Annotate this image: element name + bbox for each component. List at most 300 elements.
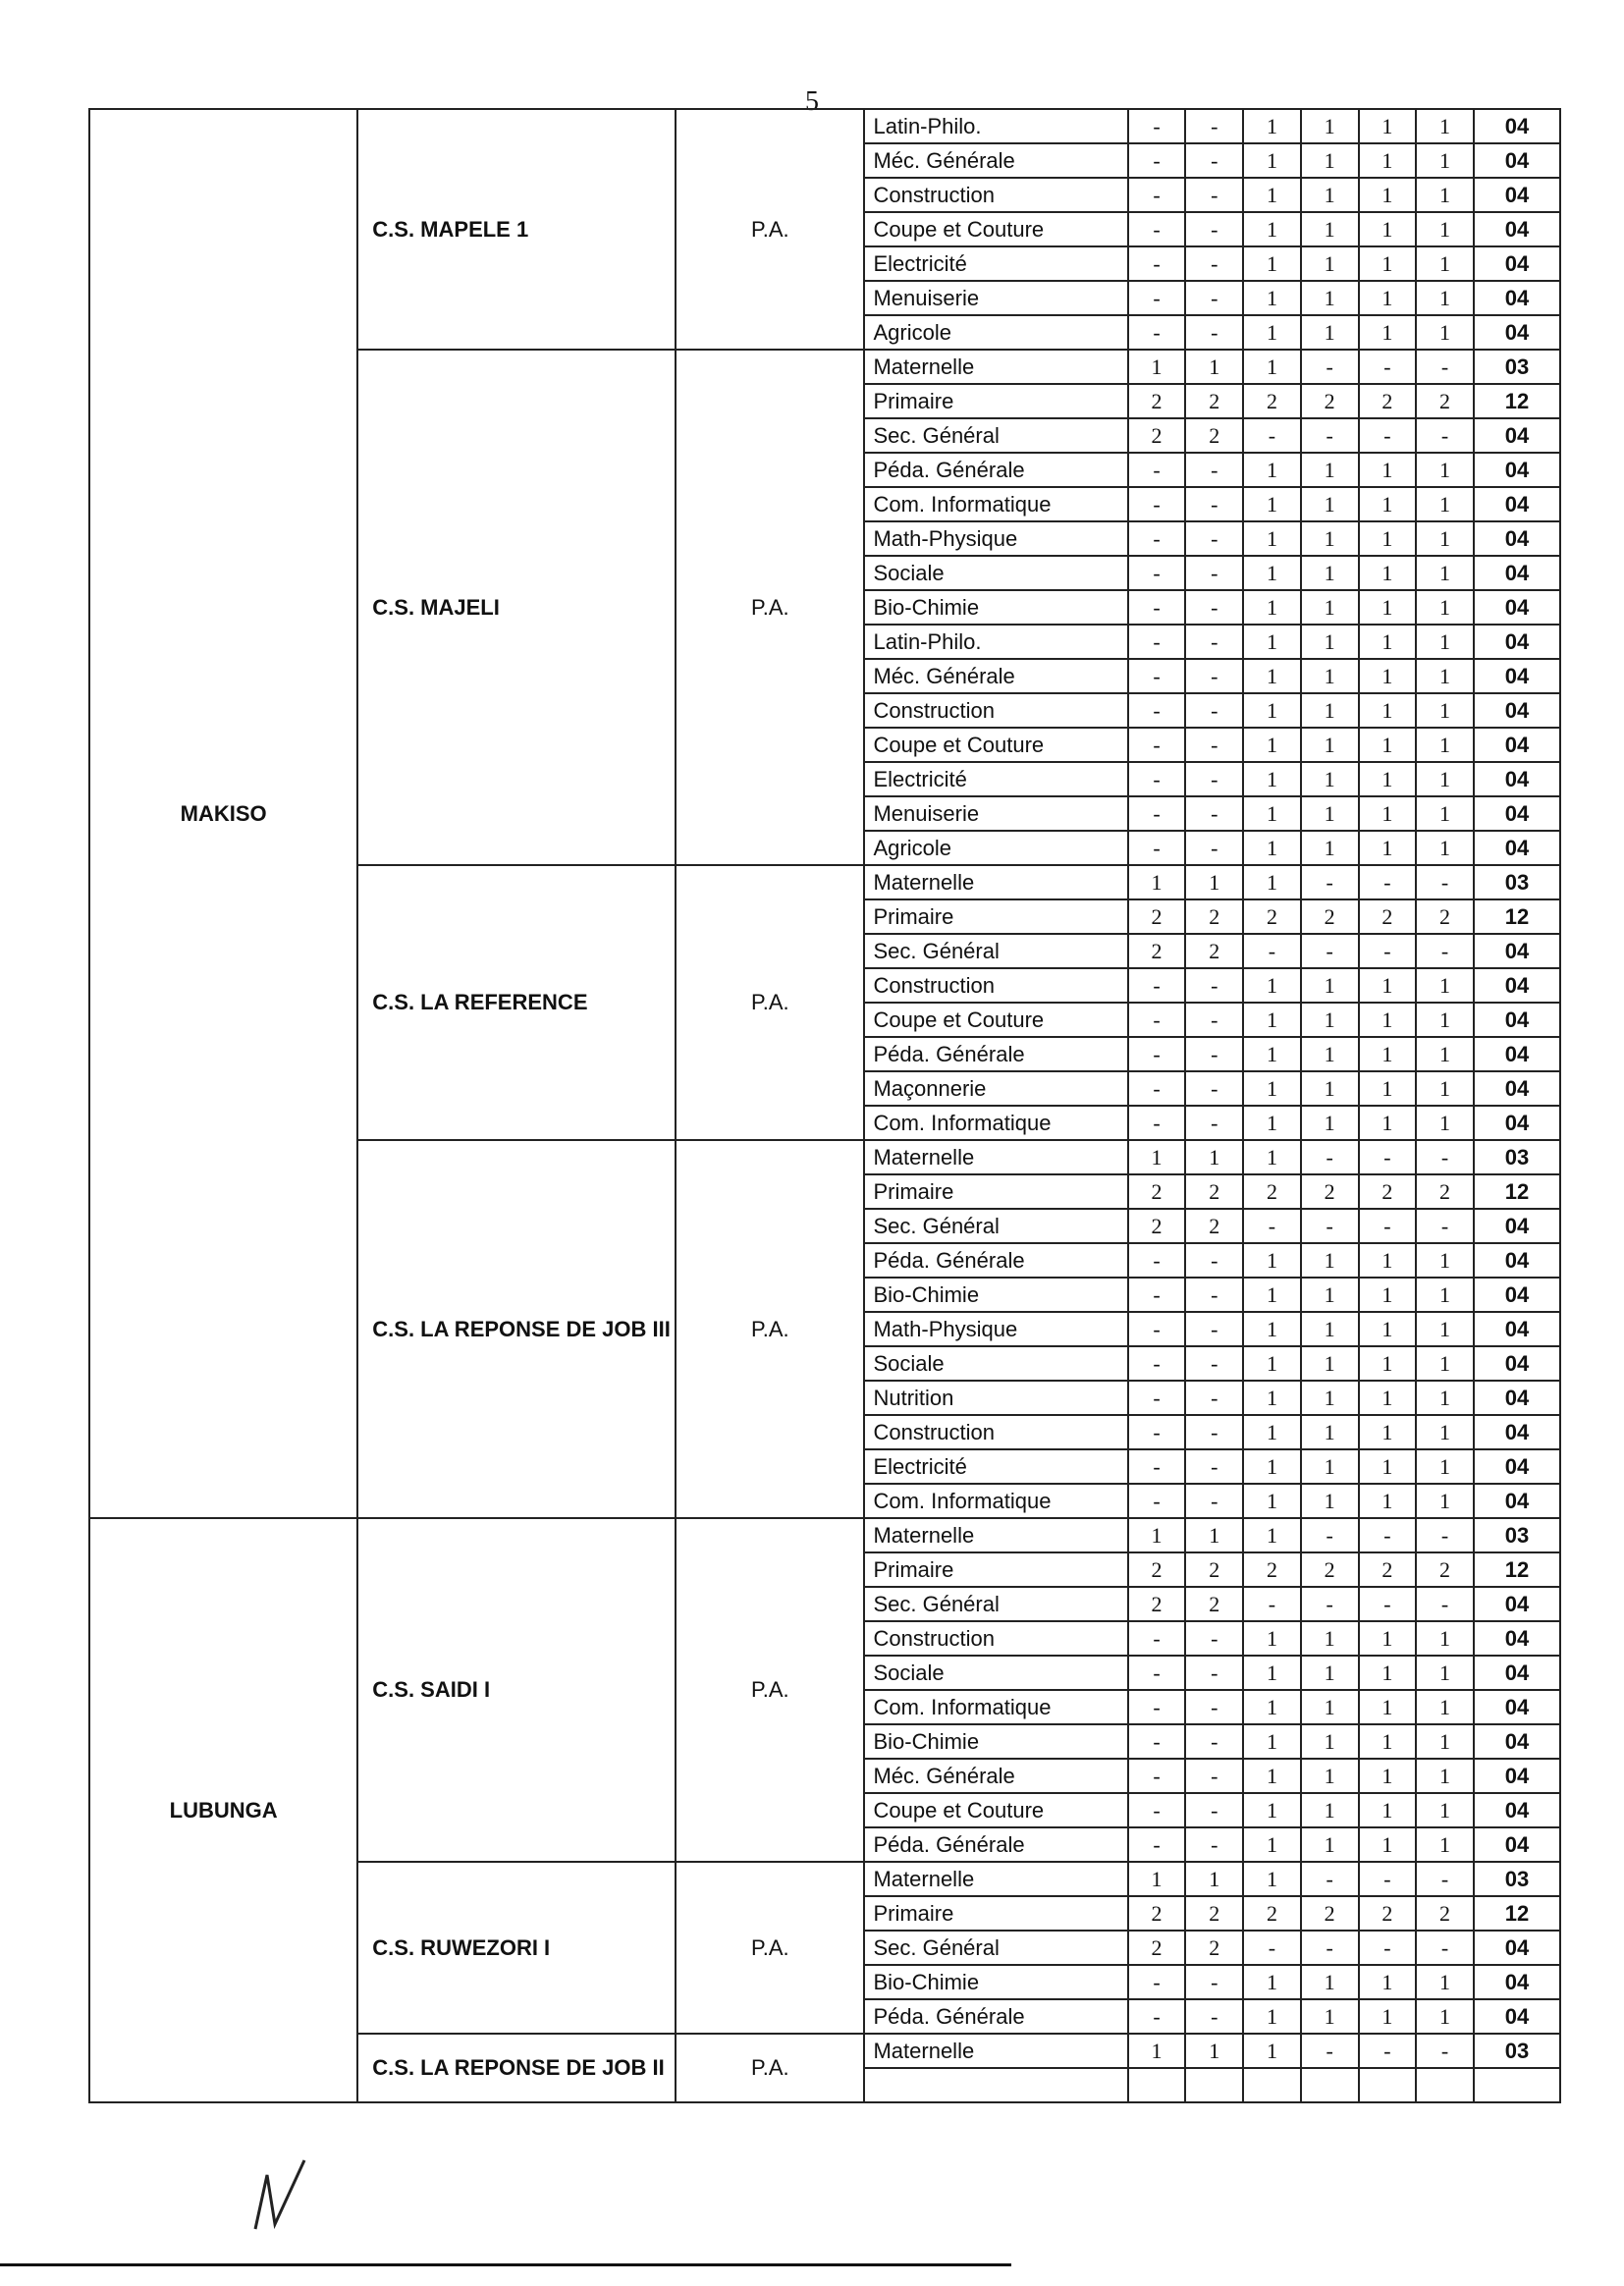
option-name: Menuiserie	[864, 796, 1127, 831]
class-count-5: 1	[1359, 521, 1417, 556]
class-count-5: 1	[1359, 1484, 1417, 1518]
class-count-5: 1	[1359, 178, 1417, 212]
class-count-5: 1	[1359, 453, 1417, 487]
class-count-1: 2	[1128, 1552, 1186, 1587]
class-count-4: 1	[1301, 1724, 1359, 1759]
class-count-5: 2	[1359, 1552, 1417, 1587]
class-count-3: 1	[1243, 1071, 1301, 1106]
class-count-1: -	[1128, 1312, 1186, 1346]
class-count-5: -	[1359, 350, 1417, 384]
class-count-5: 1	[1359, 1656, 1417, 1690]
class-count-4: 1	[1301, 178, 1359, 212]
class-count-1: -	[1128, 1346, 1186, 1381]
class-count-6: 1	[1416, 1690, 1474, 1724]
class-count-5: 1	[1359, 1449, 1417, 1484]
class-count-3: 1	[1243, 590, 1301, 625]
class-count-5: -	[1359, 1209, 1417, 1243]
class-count-6: -	[1416, 865, 1474, 899]
option-name: Maternelle	[864, 1518, 1127, 1552]
class-count-4: 1	[1301, 1827, 1359, 1862]
class-count-1: -	[1128, 1724, 1186, 1759]
regime-label: P.A.	[676, 1518, 864, 1862]
class-count-4: 1	[1301, 1759, 1359, 1793]
class-count-6: -	[1416, 1931, 1474, 1965]
class-count-3: 1	[1243, 865, 1301, 899]
class-count-3: 1	[1243, 1243, 1301, 1278]
class-count-6: -	[1416, 1209, 1474, 1243]
class-count-3: 1	[1243, 693, 1301, 728]
class-count-2: 2	[1185, 418, 1243, 453]
option-name: Construction	[864, 178, 1127, 212]
class-count-1: -	[1128, 968, 1186, 1003]
row-total: 04	[1474, 556, 1560, 590]
class-count-2: 1	[1185, 1518, 1243, 1552]
class-count-6: 1	[1416, 1071, 1474, 1106]
class-count-4: 1	[1301, 453, 1359, 487]
class-count-3: 2	[1243, 1174, 1301, 1209]
regime-label: P.A.	[676, 2034, 864, 2102]
class-count-5: 2	[1359, 1174, 1417, 1209]
school-name: C.S. LA REPONSE DE JOB II	[357, 2034, 676, 2102]
class-count-6: 1	[1416, 246, 1474, 281]
class-count-2: -	[1185, 246, 1243, 281]
class-count-2: -	[1185, 693, 1243, 728]
option-name: Latin-Philo.	[864, 625, 1127, 659]
class-count-2: -	[1185, 590, 1243, 625]
class-count-6: 1	[1416, 1621, 1474, 1656]
class-count-3: 1	[1243, 1449, 1301, 1484]
class-count-6: 2	[1416, 1896, 1474, 1931]
commune-name: MAKISO	[89, 109, 357, 1518]
class-count-3: 2	[1243, 1552, 1301, 1587]
option-name: Primaire	[864, 899, 1127, 934]
class-count-5: 1	[1359, 796, 1417, 831]
class-count-6: 1	[1416, 1759, 1474, 1793]
row-total: 04	[1474, 212, 1560, 246]
row-total: 04	[1474, 831, 1560, 865]
class-count-5: 1	[1359, 1793, 1417, 1827]
option-name: Sociale	[864, 1346, 1127, 1381]
class-count-3: 1	[1243, 968, 1301, 1003]
school-name: C.S. MAPELE 1	[357, 109, 676, 350]
class-count-3: 1	[1243, 625, 1301, 659]
class-count-1: -	[1128, 693, 1186, 728]
class-count-5: 1	[1359, 590, 1417, 625]
school-name: C.S. LA REPONSE DE JOB III	[357, 1140, 676, 1518]
class-count-6: 1	[1416, 281, 1474, 315]
option-name: Péda. Générale	[864, 1037, 1127, 1071]
class-count-4: 1	[1301, 831, 1359, 865]
class-count-5: -	[1359, 2034, 1417, 2068]
class-count-3: 1	[1243, 109, 1301, 143]
class-count-3: 1	[1243, 1278, 1301, 1312]
class-count-4: 1	[1301, 1037, 1359, 1071]
class-count-2: -	[1185, 1999, 1243, 2034]
row-total: 04	[1474, 1071, 1560, 1106]
class-count-5: 1	[1359, 556, 1417, 590]
class-count-6: 1	[1416, 143, 1474, 178]
class-count-6: 1	[1416, 1415, 1474, 1449]
row-total: 04	[1474, 1106, 1560, 1140]
class-count-2: -	[1185, 1106, 1243, 1140]
row-total: 04	[1474, 418, 1560, 453]
class-count-4: 1	[1301, 1999, 1359, 2034]
class-count-6: 1	[1416, 1106, 1474, 1140]
option-name: Primaire	[864, 1174, 1127, 1209]
class-count-6: 1	[1416, 212, 1474, 246]
class-count-2: 2	[1185, 384, 1243, 418]
class-count-5: 1	[1359, 1827, 1417, 1862]
option-name: Péda. Générale	[864, 1243, 1127, 1278]
class-count-1: -	[1128, 212, 1186, 246]
class-count-1: -	[1128, 1827, 1186, 1862]
row-total: 04	[1474, 109, 1560, 143]
option-name: Bio-Chimie	[864, 1724, 1127, 1759]
class-count-2: -	[1185, 659, 1243, 693]
school-name: C.S. RUWEZORI I	[357, 1862, 676, 2034]
class-count-3: 1	[1243, 659, 1301, 693]
class-count-3: 1	[1243, 350, 1301, 384]
class-count-2: -	[1185, 281, 1243, 315]
class-count-6: -	[1416, 934, 1474, 968]
class-count-5: 1	[1359, 693, 1417, 728]
class-count-2: -	[1185, 453, 1243, 487]
class-count-3: 1	[1243, 281, 1301, 315]
regime-label: P.A.	[676, 865, 864, 1140]
class-count-5: 1	[1359, 1312, 1417, 1346]
class-count-1: 1	[1128, 1518, 1186, 1552]
class-count-2: -	[1185, 1690, 1243, 1724]
class-count-5: 1	[1359, 968, 1417, 1003]
row-total: 12	[1474, 1896, 1560, 1931]
option-name: Electricité	[864, 762, 1127, 796]
class-count-1: -	[1128, 281, 1186, 315]
row-total: 04	[1474, 762, 1560, 796]
class-count-1: -	[1128, 762, 1186, 796]
row-total: 04	[1474, 281, 1560, 315]
class-count-5: 1	[1359, 143, 1417, 178]
class-count-5: 1	[1359, 1415, 1417, 1449]
option-name: Bio-Chimie	[864, 1278, 1127, 1312]
row-total: 04	[1474, 315, 1560, 350]
row-total: 04	[1474, 1243, 1560, 1278]
class-count-2: 1	[1185, 2034, 1243, 2068]
class-count-4: 1	[1301, 246, 1359, 281]
option-name: Com. Informatique	[864, 1484, 1127, 1518]
row-total: 12	[1474, 1174, 1560, 1209]
class-count-2: 1	[1185, 865, 1243, 899]
class-count-6: 1	[1416, 1793, 1474, 1827]
class-count-5: 1	[1359, 1071, 1417, 1106]
class-count-6: 1	[1416, 315, 1474, 350]
row-total: 04	[1474, 246, 1560, 281]
class-count-3: 1	[1243, 1827, 1301, 1862]
option-name: Coupe et Couture	[864, 728, 1127, 762]
option-name: Math-Physique	[864, 1312, 1127, 1346]
class-count-4: 2	[1301, 1552, 1359, 1587]
class-count-5: 1	[1359, 1243, 1417, 1278]
row-total: 12	[1474, 899, 1560, 934]
option-name: Coupe et Couture	[864, 212, 1127, 246]
class-count-6: 1	[1416, 762, 1474, 796]
class-count-2: 2	[1185, 934, 1243, 968]
class-count-3: 1	[1243, 762, 1301, 796]
option-name: Math-Physique	[864, 521, 1127, 556]
class-count-3	[1243, 2068, 1301, 2102]
class-count-2: -	[1185, 521, 1243, 556]
option-name: Com. Informatique	[864, 487, 1127, 521]
row-total: 04	[1474, 1037, 1560, 1071]
class-count-6: -	[1416, 350, 1474, 384]
class-count-1: 2	[1128, 1931, 1186, 1965]
class-count-1: 1	[1128, 1140, 1186, 1174]
class-count-3: 1	[1243, 246, 1301, 281]
class-count-3: 1	[1243, 1381, 1301, 1415]
class-count-6: 1	[1416, 1484, 1474, 1518]
class-count-1: -	[1128, 590, 1186, 625]
option-name: Sociale	[864, 556, 1127, 590]
page-number: 5	[805, 86, 819, 117]
class-count-1: -	[1128, 1106, 1186, 1140]
class-count-2: -	[1185, 212, 1243, 246]
class-count-5: 1	[1359, 1278, 1417, 1312]
class-count-4: -	[1301, 934, 1359, 968]
class-count-2: -	[1185, 968, 1243, 1003]
class-count-4: 1	[1301, 212, 1359, 246]
class-count-6: 1	[1416, 693, 1474, 728]
class-count-4: 2	[1301, 384, 1359, 418]
row-total: 04	[1474, 1793, 1560, 1827]
class-count-4: 1	[1301, 1690, 1359, 1724]
class-count-3: 1	[1243, 1759, 1301, 1793]
class-count-2: 2	[1185, 1174, 1243, 1209]
option-name: Coupe et Couture	[864, 1793, 1127, 1827]
class-count-5: 1	[1359, 728, 1417, 762]
class-count-3: 1	[1243, 1862, 1301, 1896]
option-name: Construction	[864, 1621, 1127, 1656]
class-count-4: 1	[1301, 590, 1359, 625]
class-count-3: 1	[1243, 1003, 1301, 1037]
option-name: Sec. Général	[864, 418, 1127, 453]
option-name: Com. Informatique	[864, 1106, 1127, 1140]
class-count-6: 2	[1416, 1552, 1474, 1587]
class-count-5: -	[1359, 1587, 1417, 1621]
class-count-5: 1	[1359, 1965, 1417, 1999]
class-count-4: 1	[1301, 1346, 1359, 1381]
row-total: 12	[1474, 1552, 1560, 1587]
class-count-4: 1	[1301, 1793, 1359, 1827]
option-name: Méc. Générale	[864, 659, 1127, 693]
class-count-1: 2	[1128, 899, 1186, 934]
class-count-3: 1	[1243, 1965, 1301, 1999]
row-total: 04	[1474, 1346, 1560, 1381]
class-count-4: -	[1301, 418, 1359, 453]
class-count-1: 2	[1128, 1896, 1186, 1931]
option-name: Electricité	[864, 1449, 1127, 1484]
class-count-3: 1	[1243, 212, 1301, 246]
option-name: Sec. Général	[864, 1587, 1127, 1621]
option-name: Péda. Générale	[864, 1999, 1127, 2034]
row-total: 04	[1474, 659, 1560, 693]
class-count-6: 1	[1416, 556, 1474, 590]
class-count-3: 1	[1243, 521, 1301, 556]
class-count-6: 1	[1416, 487, 1474, 521]
class-count-5: 1	[1359, 625, 1417, 659]
class-count-6: 1	[1416, 453, 1474, 487]
option-name: Maternelle	[864, 1140, 1127, 1174]
class-count-4: 1	[1301, 625, 1359, 659]
class-count-1: 2	[1128, 1209, 1186, 1243]
class-count-4: 1	[1301, 1106, 1359, 1140]
class-count-6: 1	[1416, 1003, 1474, 1037]
class-count-5: 2	[1359, 384, 1417, 418]
class-count-6: 1	[1416, 1827, 1474, 1862]
class-count-1: -	[1128, 796, 1186, 831]
class-count-2: -	[1185, 1037, 1243, 1071]
class-count-4: -	[1301, 1931, 1359, 1965]
class-count-4: 1	[1301, 315, 1359, 350]
table-row	[89, 1518, 1560, 1552]
option-name: Sec. Général	[864, 1209, 1127, 1243]
class-count-6: 1	[1416, 968, 1474, 1003]
row-total: 04	[1474, 1312, 1560, 1346]
row-total: 04	[1474, 796, 1560, 831]
class-count-5: 1	[1359, 1037, 1417, 1071]
class-count-2: -	[1185, 143, 1243, 178]
class-count-4: -	[1301, 350, 1359, 384]
class-count-4: 1	[1301, 762, 1359, 796]
class-count-2: -	[1185, 109, 1243, 143]
option-name: Sociale	[864, 1656, 1127, 1690]
class-count-3: 1	[1243, 453, 1301, 487]
option-name: Maternelle	[864, 1862, 1127, 1896]
class-count-1: 1	[1128, 865, 1186, 899]
class-count-4: 1	[1301, 1621, 1359, 1656]
class-count-3: 1	[1243, 1999, 1301, 2034]
class-count-3: 1	[1243, 487, 1301, 521]
class-count-6: 1	[1416, 625, 1474, 659]
class-count-1: -	[1128, 1999, 1186, 2034]
class-count-1: 1	[1128, 350, 1186, 384]
class-count-1: -	[1128, 1243, 1186, 1278]
row-total: 03	[1474, 2034, 1560, 2068]
row-total: 04	[1474, 1415, 1560, 1449]
class-count-3: 1	[1243, 1106, 1301, 1140]
class-count-5: 1	[1359, 1003, 1417, 1037]
class-count-6: 2	[1416, 1174, 1474, 1209]
class-count-3: 1	[1243, 2034, 1301, 2068]
class-count-4: -	[1301, 1140, 1359, 1174]
class-count-5: -	[1359, 1518, 1417, 1552]
class-count-4: 1	[1301, 1278, 1359, 1312]
row-total: 04	[1474, 1587, 1560, 1621]
class-count-6	[1416, 2068, 1474, 2102]
class-count-3: 1	[1243, 556, 1301, 590]
class-count-2: -	[1185, 1621, 1243, 1656]
commune-name: LUBUNGA	[89, 1518, 357, 2102]
class-count-3: 1	[1243, 1793, 1301, 1827]
class-count-5: 1	[1359, 109, 1417, 143]
option-name: Péda. Générale	[864, 1827, 1127, 1862]
class-count-2: 2	[1185, 1896, 1243, 1931]
class-count-3: 1	[1243, 315, 1301, 350]
class-count-4: 1	[1301, 556, 1359, 590]
class-count-6: 1	[1416, 109, 1474, 143]
class-count-6: -	[1416, 1862, 1474, 1896]
table-row	[89, 109, 1560, 143]
class-count-2: -	[1185, 1381, 1243, 1415]
class-count-4: 1	[1301, 1656, 1359, 1690]
class-count-2: -	[1185, 1278, 1243, 1312]
class-count-4: 1	[1301, 659, 1359, 693]
row-total: 04	[1474, 968, 1560, 1003]
class-count-5: 1	[1359, 315, 1417, 350]
class-count-1: -	[1128, 487, 1186, 521]
class-count-2: -	[1185, 831, 1243, 865]
class-count-3: -	[1243, 934, 1301, 968]
row-total: 04	[1474, 1621, 1560, 1656]
class-count-1: -	[1128, 1071, 1186, 1106]
class-count-1: 2	[1128, 418, 1186, 453]
option-name: Sec. Général	[864, 934, 1127, 968]
schools-table	[88, 108, 1561, 2103]
class-count-1: -	[1128, 1381, 1186, 1415]
row-total: 04	[1474, 453, 1560, 487]
option-name: Maternelle	[864, 2034, 1127, 2068]
class-count-5: 2	[1359, 1896, 1417, 1931]
class-count-1: -	[1128, 659, 1186, 693]
option-name: Construction	[864, 1415, 1127, 1449]
class-count-3: 1	[1243, 728, 1301, 762]
option-name: Agricole	[864, 315, 1127, 350]
class-count-1: -	[1128, 1484, 1186, 1518]
row-total: 04	[1474, 1931, 1560, 1965]
option-name: Méc. Générale	[864, 1759, 1127, 1793]
class-count-5: -	[1359, 1931, 1417, 1965]
class-count-6: 1	[1416, 1965, 1474, 1999]
regime-label: P.A.	[676, 1140, 864, 1518]
option-name: Bio-Chimie	[864, 590, 1127, 625]
class-count-6: -	[1416, 1518, 1474, 1552]
class-count-2: 2	[1185, 1587, 1243, 1621]
row-total: 04	[1474, 1724, 1560, 1759]
class-count-3: -	[1243, 1931, 1301, 1965]
class-count-6: 1	[1416, 1312, 1474, 1346]
class-count-3: 2	[1243, 899, 1301, 934]
class-count-3: 2	[1243, 1896, 1301, 1931]
option-name: Nutrition	[864, 1381, 1127, 1415]
class-count-2: -	[1185, 1003, 1243, 1037]
class-count-5: 1	[1359, 1106, 1417, 1140]
row-total: 04	[1474, 1003, 1560, 1037]
class-count-6: 1	[1416, 1243, 1474, 1278]
class-count-1: 2	[1128, 934, 1186, 968]
class-count-3: 1	[1243, 1518, 1301, 1552]
class-count-1: 1	[1128, 1862, 1186, 1896]
class-count-1: -	[1128, 1759, 1186, 1793]
class-count-3: 1	[1243, 1724, 1301, 1759]
class-count-4	[1301, 2068, 1359, 2102]
class-count-5: 1	[1359, 1621, 1417, 1656]
class-count-4: -	[1301, 1518, 1359, 1552]
class-count-4: 1	[1301, 968, 1359, 1003]
class-count-4: -	[1301, 1209, 1359, 1243]
class-count-1: -	[1128, 453, 1186, 487]
class-count-3: 1	[1243, 1140, 1301, 1174]
row-total: 04	[1474, 1656, 1560, 1690]
class-count-4: 1	[1301, 1965, 1359, 1999]
option-name: Primaire	[864, 1896, 1127, 1931]
